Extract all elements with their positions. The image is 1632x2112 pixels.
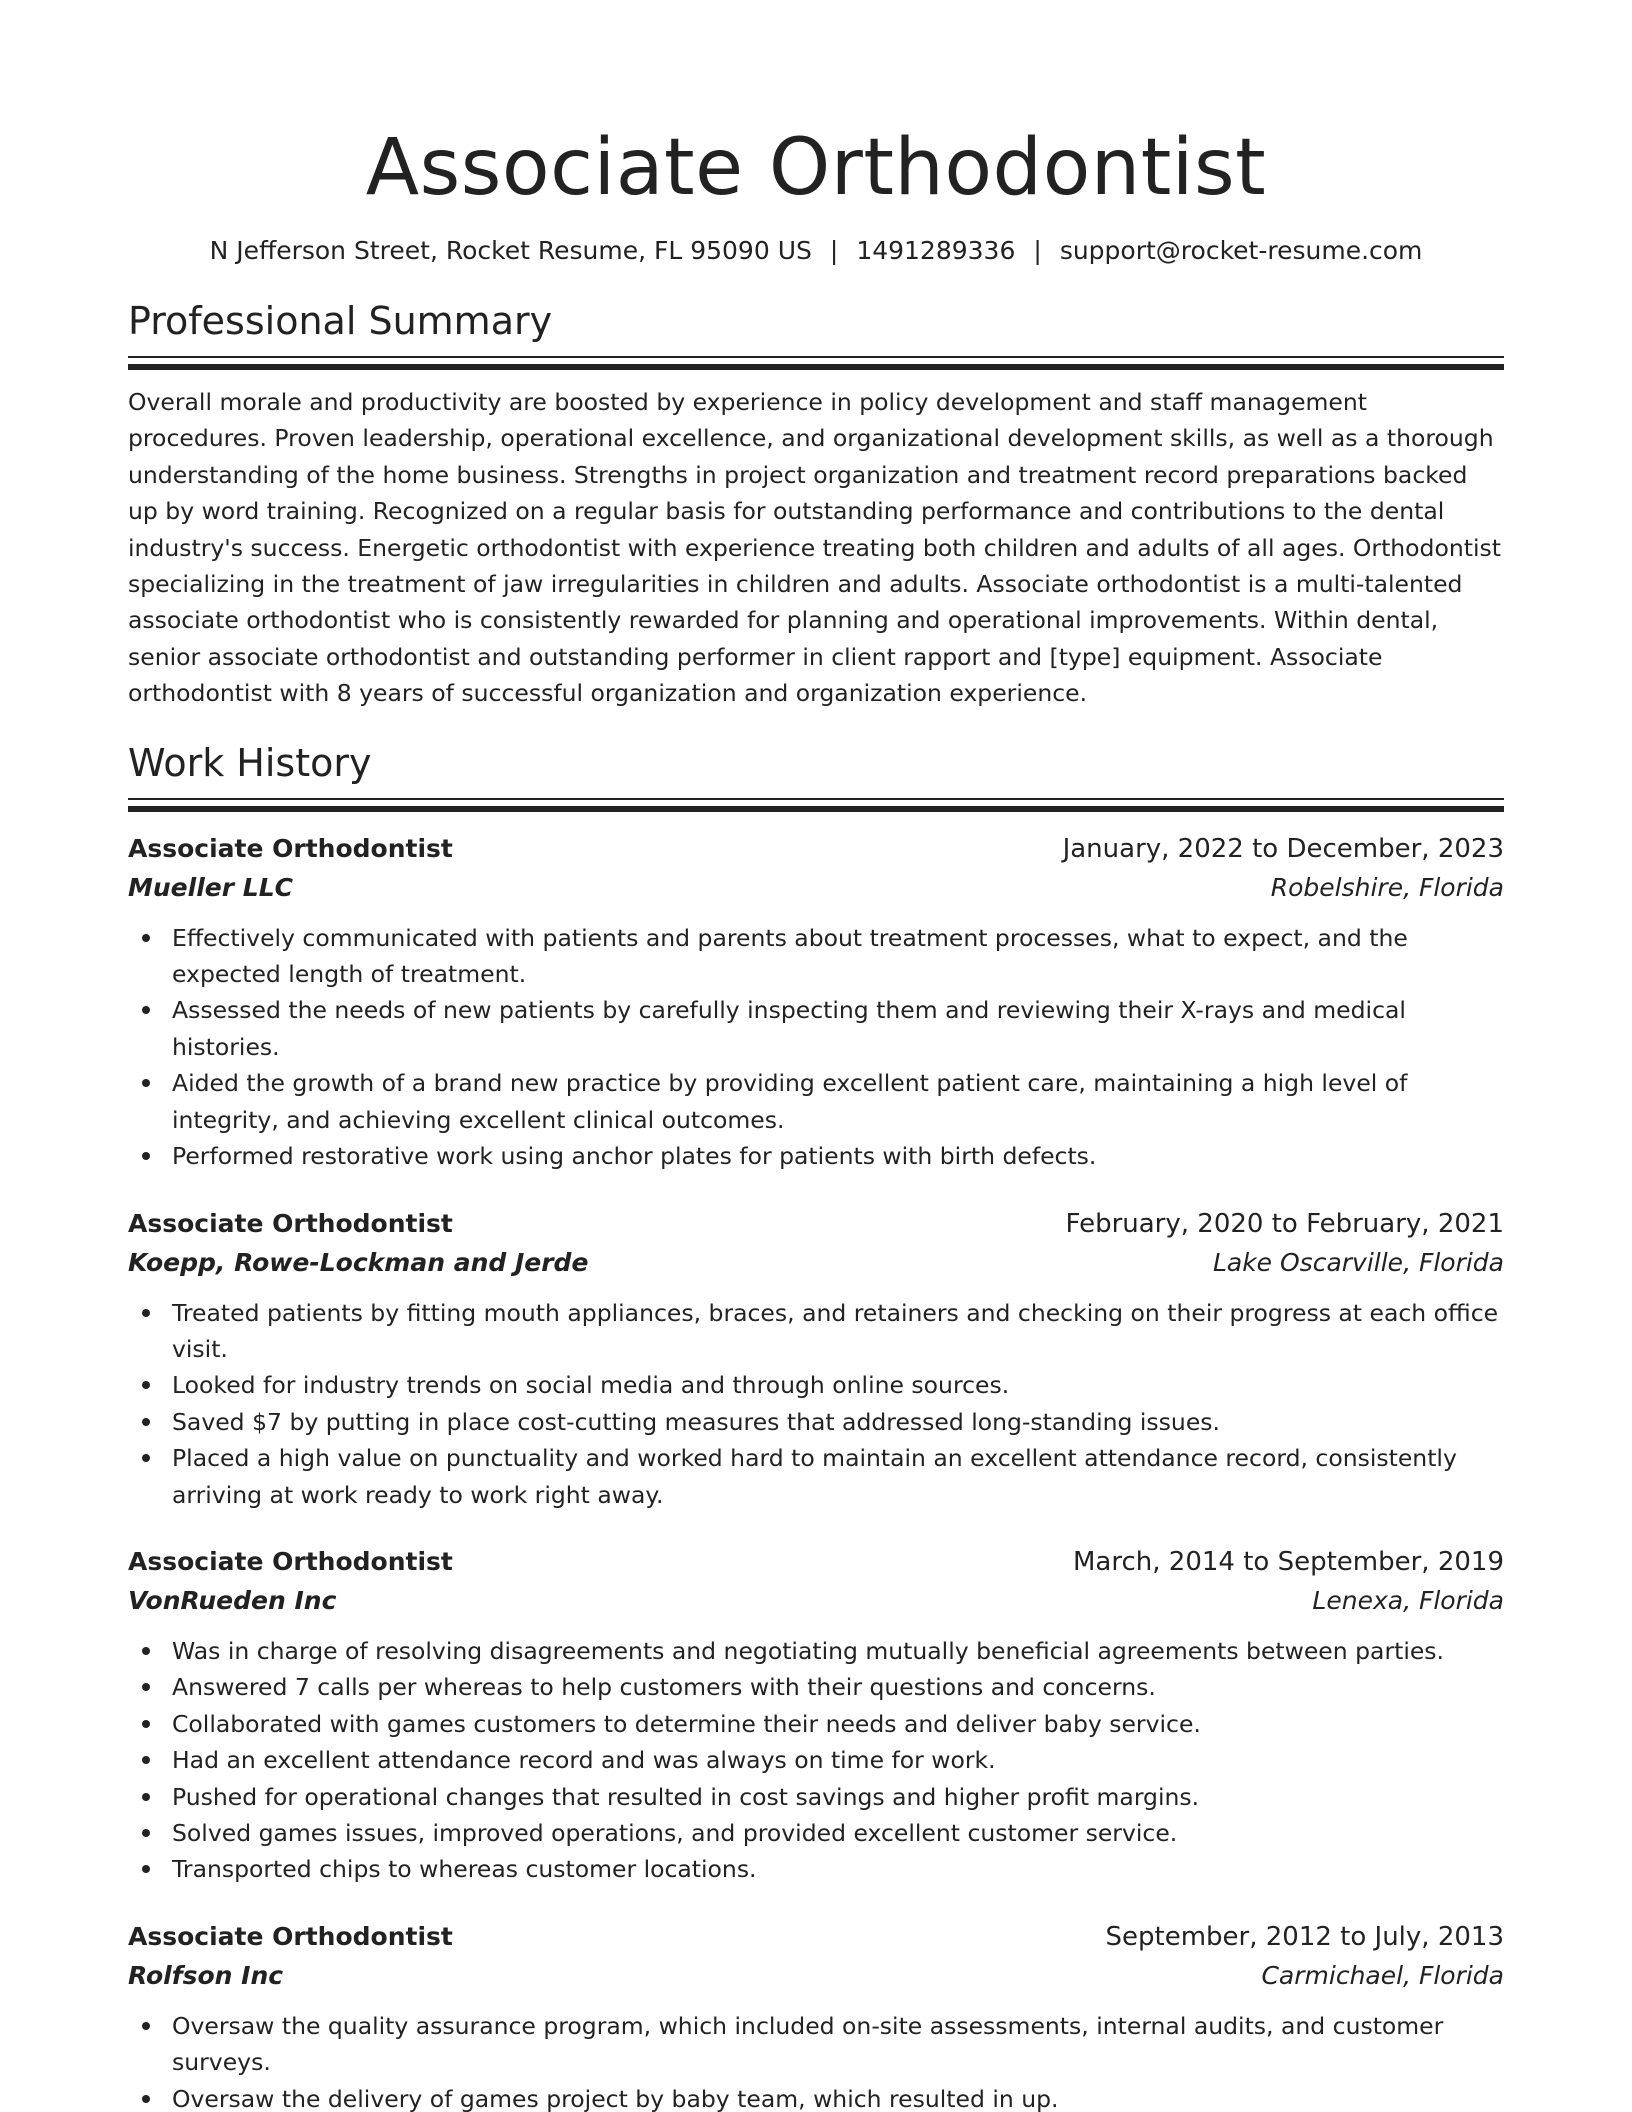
list-item: Assessed the needs of new patients by carefully inspecting them and reviewing their X-rays and medical histories. xyxy=(172,992,1504,1065)
job-company: Mueller LLC xyxy=(128,872,293,902)
job-dates: January, 2022 to December, 2023 xyxy=(1062,833,1504,864)
job-company-row xyxy=(128,1581,1504,1621)
contact-address: N Jefferson Street, Rocket Resume, FL 95090 US xyxy=(209,236,812,265)
job-location: Carmichael, Florida xyxy=(1261,1960,1504,1990)
job-header-row xyxy=(128,830,1504,868)
job-title: Associate Orthodontist xyxy=(128,1546,453,1576)
list-item: Aided the growth of a brand new practice by providing excellent patient care, maintaining a high level of integrity, and achieving excellent clinical outcomes. xyxy=(172,1065,1504,1138)
list-item: Oversaw the quality assurance program, which included on-site assessments, internal audits, and customer surveys. xyxy=(172,2008,1504,2081)
job-company-row xyxy=(128,868,1504,908)
list-item: Collaborated with games customers to determine their needs and deliver baby service. xyxy=(172,1706,1504,1742)
list-item: Transported chips to whereas customer locations. xyxy=(172,1851,1504,1887)
list-item: Pushed for operational changes that resulted in cost savings and higher profit margins. xyxy=(172,1779,1504,1815)
list-item: Answered 7 calls per whereas to help customers with their questions and concerns. xyxy=(172,1669,1504,1705)
job-dates: February, 2020 to February, 2021 xyxy=(1065,1208,1504,1239)
job-header-row xyxy=(128,1543,1504,1581)
job-bullets xyxy=(128,1633,1504,1888)
contact-phone: 1491289336 xyxy=(856,236,1016,265)
contact-email: support@rocket-resume.com xyxy=(1059,236,1423,265)
summary-text: Overall morale and productivity are boosted by experience in policy development and staff management procedures. Proven leadership, operational excellence, and organizational development skills, as well as a thorough understanding of the home business. Strengths in project organization and treatment record preparations backed up by word training. Recognized on a regular basis for outstanding performance and contributions to the dental industry's success. Energetic orthodontist with experience treating both children and adults of all ages. Orthodontist specializing in the treatment of jaw irregularities in children and adults. Associate orthodontist is a multi-talented associate orthodontist who is consistently rewarded for planning and operational improvements. Within dental, senior associate orthodontist and outstanding performer in client rapport and [type] equipment. Associate orthodontist with 8 years of successful organization and organization experience. xyxy=(128,388,1501,708)
job-company: Rolfson Inc xyxy=(128,1960,284,1990)
list-item: Solved games issues, improved operations, and provided excellent customer service. xyxy=(172,1815,1504,1851)
list-item: Treated patients by fitting mouth appliances, braces, and retainers and checking on their progress at each office visit. xyxy=(172,1295,1504,1368)
job-header-row xyxy=(128,1205,1504,1243)
contact-separator: | xyxy=(1033,236,1042,265)
job-bullets xyxy=(128,2008,1504,2112)
list-item: Looked for industry trends on social media and through online sources. xyxy=(172,1367,1504,1403)
job-location: Lake Oscarville, Florida xyxy=(1212,1247,1504,1277)
summary-heading: Professional Summary xyxy=(128,299,553,343)
resume-title: Associate Orthodontist xyxy=(365,123,1267,213)
job-dates: September, 2012 to July, 2013 xyxy=(1105,1921,1504,1952)
job-entry xyxy=(128,1543,1504,1888)
list-item: Performed restorative work using anchor plates for patients with birth defects. xyxy=(172,1138,1504,1174)
list-item: Saved $7 by putting in place cost-cutting measures that addressed long-standing issues. xyxy=(172,1404,1504,1440)
contact-separator: | xyxy=(829,236,839,265)
list-item: Placed a high value on punctuality and worked hard to maintain an excellent attendance record, consistently arriving at work ready to work right away. xyxy=(172,1440,1504,1513)
work-history-heading: Work History xyxy=(128,740,372,785)
section-divider xyxy=(128,356,1504,370)
job-entry xyxy=(128,1205,1504,1513)
job-bullets xyxy=(128,1295,1504,1513)
job-location: Lenexa, Florida xyxy=(1312,1585,1504,1615)
job-company: Koepp, Rowe-Lockman and Jerde xyxy=(128,1247,589,1277)
job-entry xyxy=(128,1918,1504,2112)
job-title: Associate Orthodontist xyxy=(128,1208,453,1238)
job-title: Associate Orthodontist xyxy=(128,833,453,863)
job-entry xyxy=(128,830,1504,1175)
job-header-row xyxy=(128,1918,1504,1956)
list-item: Effectively communicated with patients and parents about treatment processes, what to expect, and the expected length of treatment. xyxy=(172,920,1504,993)
job-company: VonRueden Inc xyxy=(128,1585,337,1615)
job-company-row xyxy=(128,1956,1504,1996)
list-item: Had an excellent attendance record and was always on time for work. xyxy=(172,1742,1504,1778)
job-location: Robelshire, Florida xyxy=(1270,872,1504,902)
section-divider xyxy=(128,798,1504,812)
list-item: Oversaw the delivery of games project by baby team, which resulted in up. xyxy=(172,2081,1504,2112)
job-bullets xyxy=(128,920,1504,1175)
contact-line xyxy=(128,234,1504,268)
list-item: Was in charge of resolving disagreements and negotiating mutually beneficial agreements between parties. xyxy=(172,1633,1504,1669)
job-title: Associate Orthodontist xyxy=(128,1921,453,1951)
job-company-row xyxy=(128,1243,1504,1283)
job-dates: March, 2014 to September, 2019 xyxy=(1073,1546,1504,1577)
